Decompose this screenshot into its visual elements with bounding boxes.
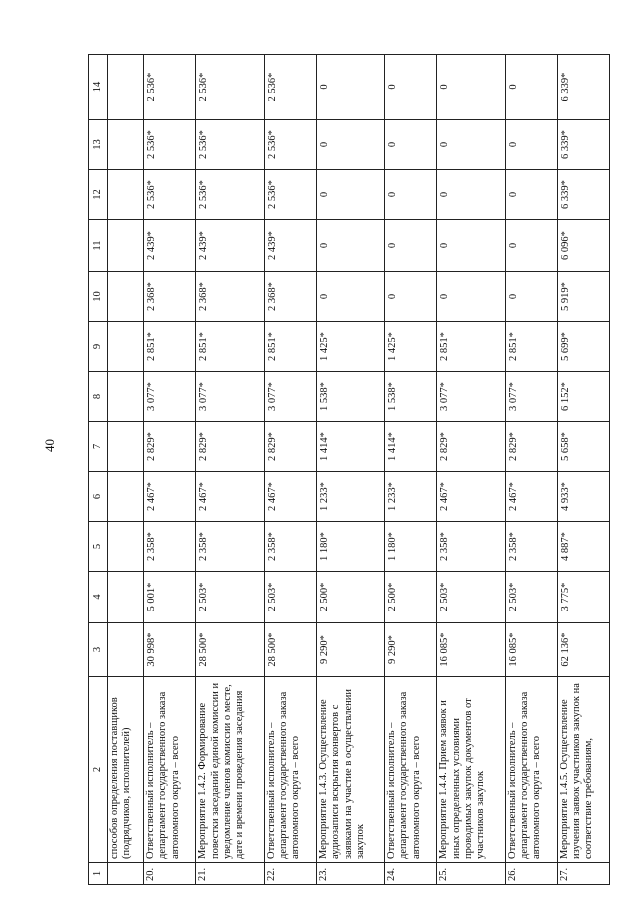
value-cell	[108, 170, 144, 220]
value-cell: 5 658*	[557, 422, 609, 472]
value-cell: 4 887*	[557, 522, 609, 572]
value-cell: 1 425*	[316, 322, 384, 372]
value-cell: 6 152*	[557, 372, 609, 422]
column-header: 3	[89, 623, 108, 677]
row-description: Ответственный исполнитель – департамент государственного заказа автономного округа – всего	[144, 677, 196, 863]
value-cell: 0	[505, 170, 557, 220]
value-cell: 1 180*	[316, 522, 384, 572]
value-cell: 2 851*	[505, 322, 557, 372]
column-header: 13	[89, 120, 108, 170]
row-description: Ответственный исполнитель – департамент государственного заказа автономного округа – всего	[385, 677, 437, 863]
value-cell: 0	[385, 170, 437, 220]
value-cell: 6 339*	[557, 120, 609, 170]
value-cell: 2 439*	[196, 220, 264, 272]
value-cell: 2 358*	[505, 522, 557, 572]
value-cell: 9 290*	[316, 623, 384, 677]
value-cell: 0	[437, 272, 505, 322]
value-cell: 28 500*	[264, 623, 316, 677]
value-cell: 2 829*	[196, 422, 264, 472]
value-cell: 28 500*	[196, 623, 264, 677]
value-cell: 0	[316, 120, 384, 170]
column-header: 2	[89, 677, 108, 863]
row-description: Ответственный исполнитель – департамент государственного заказа автономного округа – всего	[264, 677, 316, 863]
column-header: 5	[89, 522, 108, 572]
column-header: 12	[89, 170, 108, 220]
value-cell: 2 358*	[437, 522, 505, 572]
rotated-table-container	[88, 55, 610, 885]
table-row	[144, 55, 196, 885]
value-cell: 1 180*	[385, 522, 437, 572]
table-row	[505, 55, 557, 885]
value-cell: 3 775*	[557, 572, 609, 623]
table-row	[108, 55, 144, 885]
row-number: 25.	[437, 863, 505, 885]
value-cell: 62 136*	[557, 623, 609, 677]
value-cell: 5 919*	[557, 272, 609, 322]
value-cell	[108, 120, 144, 170]
value-cell: 2 851*	[196, 322, 264, 372]
value-cell: 2 439*	[264, 220, 316, 272]
value-cell	[108, 55, 144, 120]
column-header: 6	[89, 472, 108, 522]
page-number: 40	[42, 439, 57, 452]
value-cell: 30 998*	[144, 623, 196, 677]
column-header: 14	[89, 55, 108, 120]
value-cell: 0	[437, 170, 505, 220]
value-cell: 5 001*	[144, 572, 196, 623]
value-cell: 2 368*	[264, 272, 316, 322]
value-cell: 1 233*	[385, 472, 437, 522]
row-description: Мероприятие 1.4.3. Осуществление аудиозаписи вскрытия конвертов с заявками на участие в осуществлении закупок	[316, 677, 384, 863]
value-cell: 3 077*	[264, 372, 316, 422]
value-cell: 4 933*	[557, 472, 609, 522]
row-number	[108, 863, 144, 885]
value-cell: 16 085*	[505, 623, 557, 677]
value-cell: 2 467*	[144, 472, 196, 522]
value-cell	[108, 372, 144, 422]
value-cell	[108, 522, 144, 572]
value-cell: 1 414*	[385, 422, 437, 472]
table-row	[385, 55, 437, 885]
value-cell: 2 536*	[264, 55, 316, 120]
value-cell: 2 439*	[144, 220, 196, 272]
row-number: 23.	[316, 863, 384, 885]
value-cell: 2 536*	[144, 120, 196, 170]
value-cell: 2 536*	[264, 170, 316, 220]
row-description: Ответственный исполнитель – департамент государственного заказа автономного округа – всего	[505, 677, 557, 863]
value-cell: 2 358*	[144, 522, 196, 572]
value-cell: 3 077*	[144, 372, 196, 422]
value-cell: 1 538*	[385, 372, 437, 422]
value-cell: 2 536*	[196, 120, 264, 170]
value-cell: 2 467*	[196, 472, 264, 522]
value-cell: 1 425*	[385, 322, 437, 372]
value-cell: 2 368*	[196, 272, 264, 322]
header-row	[89, 55, 108, 885]
value-cell: 3 077*	[505, 372, 557, 422]
value-cell	[108, 272, 144, 322]
value-cell: 0	[505, 220, 557, 272]
value-cell: 2 536*	[264, 120, 316, 170]
value-cell: 0	[437, 220, 505, 272]
table-row	[196, 55, 264, 885]
value-cell: 0	[505, 120, 557, 170]
value-cell	[108, 472, 144, 522]
value-cell	[108, 322, 144, 372]
value-cell: 6 096*	[557, 220, 609, 272]
value-cell: 1 414*	[316, 422, 384, 472]
value-cell: 1 233*	[316, 472, 384, 522]
value-cell: 2 536*	[144, 55, 196, 120]
table-row	[316, 55, 384, 885]
value-cell: 16 085*	[437, 623, 505, 677]
value-cell: 3 077*	[196, 372, 264, 422]
column-header: 1	[89, 863, 108, 885]
value-cell: 2 500*	[316, 572, 384, 623]
value-cell: 2 503*	[437, 572, 505, 623]
table-row	[437, 55, 505, 885]
value-cell: 2 503*	[505, 572, 557, 623]
row-number: 27.	[557, 863, 609, 885]
value-cell: 2 829*	[264, 422, 316, 472]
value-cell: 2 358*	[264, 522, 316, 572]
value-cell: 0	[385, 120, 437, 170]
table-row	[264, 55, 316, 885]
row-description: Мероприятие 1.4.2. Формирование повестки заседаний единой комиссии и уведомление членов комиссии о месте, дате и времени проведения заседания	[196, 677, 264, 863]
row-number: 22.	[264, 863, 316, 885]
value-cell: 2 503*	[196, 572, 264, 623]
value-cell: 0	[505, 55, 557, 120]
value-cell: 0	[316, 55, 384, 120]
value-cell: 2 851*	[264, 322, 316, 372]
column-header: 8	[89, 372, 108, 422]
row-number: 21.	[196, 863, 264, 885]
value-cell: 2 829*	[144, 422, 196, 472]
column-header: 11	[89, 220, 108, 272]
value-cell: 1 538*	[316, 372, 384, 422]
budget-table	[88, 54, 610, 885]
value-cell: 2 467*	[505, 472, 557, 522]
value-cell: 2 829*	[505, 422, 557, 472]
value-cell: 2 536*	[144, 170, 196, 220]
value-cell: 2 851*	[437, 322, 505, 372]
value-cell	[108, 623, 144, 677]
value-cell: 2 829*	[437, 422, 505, 472]
value-cell	[108, 422, 144, 472]
value-cell: 2 467*	[264, 472, 316, 522]
value-cell: 6 339*	[557, 170, 609, 220]
row-number: 24.	[385, 863, 437, 885]
value-cell: 0	[385, 55, 437, 120]
value-cell: 0	[316, 272, 384, 322]
column-header: 9	[89, 322, 108, 372]
value-cell: 0	[385, 272, 437, 322]
value-cell: 0	[316, 170, 384, 220]
row-description: Мероприятие 1.4.5. Осуществление изучения заявок участников закупок на соответствие требованиям,	[557, 677, 609, 863]
value-cell: 0	[437, 55, 505, 120]
value-cell: 2 536*	[196, 55, 264, 120]
value-cell: 0	[437, 120, 505, 170]
value-cell: 2 467*	[437, 472, 505, 522]
table-body	[108, 55, 610, 885]
value-cell: 0	[385, 220, 437, 272]
row-number: 26.	[505, 863, 557, 885]
row-description: Мероприятие 1.4.4. Прием заявок и иных определенных условиями проводимых закупок документов от участников закупок	[437, 677, 505, 863]
value-cell: 2 503*	[264, 572, 316, 623]
value-cell: 2 358*	[196, 522, 264, 572]
column-header: 7	[89, 422, 108, 472]
table-row	[557, 55, 609, 885]
value-cell: 5 699*	[557, 322, 609, 372]
value-cell	[108, 220, 144, 272]
value-cell: 2 851*	[144, 322, 196, 372]
value-cell: 2 368*	[144, 272, 196, 322]
column-header: 10	[89, 272, 108, 322]
value-cell: 2 536*	[196, 170, 264, 220]
row-description: способов определения поставщиков (подрядчиков, исполнителей)	[108, 677, 144, 863]
value-cell: 0	[316, 220, 384, 272]
value-cell: 3 077*	[437, 372, 505, 422]
value-cell	[108, 572, 144, 623]
value-cell: 6 339*	[557, 55, 609, 120]
row-number: 20.	[144, 863, 196, 885]
value-cell: 9 290*	[385, 623, 437, 677]
column-header: 4	[89, 572, 108, 623]
value-cell: 2 500*	[385, 572, 437, 623]
value-cell: 0	[505, 272, 557, 322]
